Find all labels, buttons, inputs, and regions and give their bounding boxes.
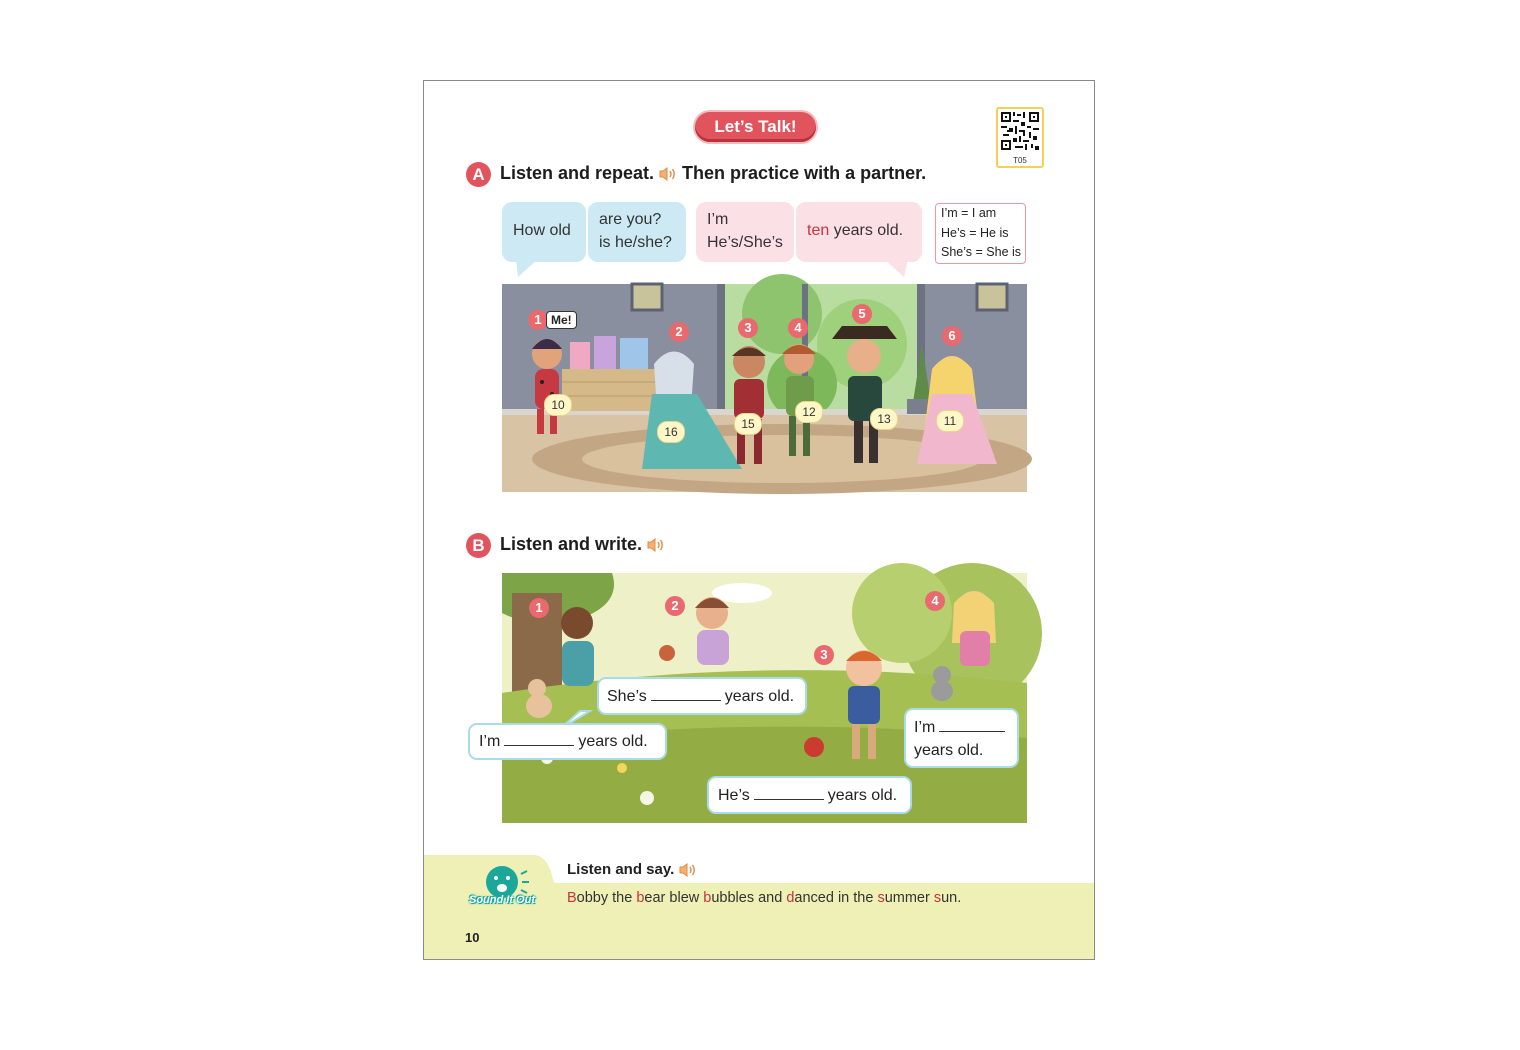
- years-old-text: years old.: [833, 222, 904, 239]
- section-b-letter: B: [466, 533, 491, 558]
- scene-a-number: 2: [669, 322, 689, 342]
- contraction-im: I’m = I am: [941, 206, 997, 220]
- scene-a-number: 3: [738, 318, 758, 338]
- bubble-how-old: [502, 202, 586, 262]
- audio-speaker-icon[interactable]: [658, 166, 678, 182]
- answer-blank[interactable]: [651, 687, 721, 701]
- park-scene: [479, 573, 1027, 823]
- hes-text: He’s: [718, 787, 750, 804]
- bubble-is-he-she-text: is he/she?: [599, 234, 672, 251]
- qr-label: T05: [1013, 156, 1027, 165]
- bubble-im: [696, 202, 794, 262]
- section-a-instruction-1: Listen and repeat.: [500, 163, 655, 183]
- age-badge: 15: [734, 413, 762, 435]
- highlight-letter: s: [933, 890, 942, 906]
- bubble-are-you-text: are you?: [599, 211, 662, 228]
- highlight-letter: s: [877, 890, 885, 906]
- tongue-twister: [567, 890, 961, 906]
- answer-blank[interactable]: [504, 732, 574, 746]
- answer-blank[interactable]: [754, 786, 824, 800]
- scene-b-number: 4: [925, 591, 945, 611]
- sound-instruction: Listen and say.: [567, 861, 675, 878]
- contraction-hes: He’s = He is: [941, 225, 1009, 240]
- age-badge: 10: [544, 394, 572, 416]
- years-old-text: years old.: [827, 787, 898, 804]
- sentence-text: ummer: [884, 890, 934, 906]
- age-badge: 11: [936, 410, 964, 432]
- write-bubble-im: [468, 723, 667, 760]
- audio-speaker-icon[interactable]: [678, 862, 698, 878]
- section-a-letter: A: [466, 162, 491, 187]
- bubble-im-text: I’m: [707, 211, 729, 228]
- im-text: I’m: [479, 733, 501, 750]
- highlight-letter: B: [567, 890, 577, 906]
- write-bubble-hes: [707, 776, 912, 814]
- audio-speaker-icon[interactable]: [646, 537, 666, 553]
- bubble-hes-shes-text: He’s/She’s: [707, 234, 783, 251]
- highlight-ten: ten: [807, 222, 830, 239]
- lets-talk-banner: Let’s Talk!: [695, 112, 816, 142]
- sound-it-out-badge: Sound It Out: [469, 894, 535, 906]
- write-bubble-im-2: [904, 708, 1019, 768]
- qr-code[interactable]: [996, 107, 1044, 168]
- me-label: Me!: [546, 311, 577, 329]
- section-b-heading: [500, 534, 670, 555]
- contractions-box: [935, 203, 1026, 264]
- years-old-text: years old.: [914, 742, 984, 759]
- bubble-how-old-text: How old: [513, 222, 571, 239]
- sentence-text: un.: [941, 890, 962, 906]
- sound-instruction-row: [567, 861, 702, 878]
- contraction-shes: She’s = She is: [941, 245, 1022, 259]
- section-b-instruction: Listen and write.: [500, 534, 643, 554]
- section-a-instruction-2: Then practice with a partner.: [682, 163, 927, 183]
- scene-a-number: 5: [852, 304, 872, 324]
- bubble-tail-pink: [882, 259, 912, 279]
- scene-b-number: 1: [529, 598, 549, 618]
- years-old-text: years old.: [724, 688, 795, 705]
- scene-a-number: 6: [942, 326, 962, 346]
- bubble-ten-years-text: [807, 222, 903, 240]
- scene-a-number: 4: [788, 318, 808, 338]
- scene-b-number: 3: [814, 645, 834, 665]
- bubble-ten-years: [796, 202, 922, 262]
- highlight-letter: b: [636, 890, 645, 906]
- age-badge: 12: [795, 401, 823, 423]
- bubble-tail-blue: [512, 259, 542, 279]
- sentence-text: ubbles and: [711, 890, 787, 906]
- section-a-heading: [500, 163, 926, 184]
- bubble-are-you: [588, 202, 686, 262]
- qr-icon: [1001, 112, 1039, 150]
- write-bubble-shes: [597, 677, 807, 715]
- highlight-letter: b: [703, 890, 712, 906]
- party-scene: [502, 284, 1027, 492]
- years-old-text: years old.: [578, 733, 648, 750]
- page-number: 10: [465, 930, 480, 945]
- sentence-text: ear blew: [644, 890, 704, 906]
- answer-blank[interactable]: [939, 718, 1005, 732]
- textbook-page: [423, 80, 1095, 960]
- highlight-letter: d: [786, 890, 795, 906]
- age-badge: 16: [657, 421, 685, 443]
- scene-a-number: 1: [528, 310, 548, 330]
- sentence-text: anced in the: [794, 890, 878, 906]
- sentence-text: obby the: [576, 890, 637, 906]
- age-badge: 13: [870, 408, 898, 430]
- sound-it-out-footer: [424, 855, 1094, 959]
- im-text: I’m: [914, 719, 936, 736]
- scene-b-number: 2: [665, 596, 685, 616]
- costume-party-illustration: [502, 284, 1027, 492]
- shes-text: She’s: [607, 688, 647, 705]
